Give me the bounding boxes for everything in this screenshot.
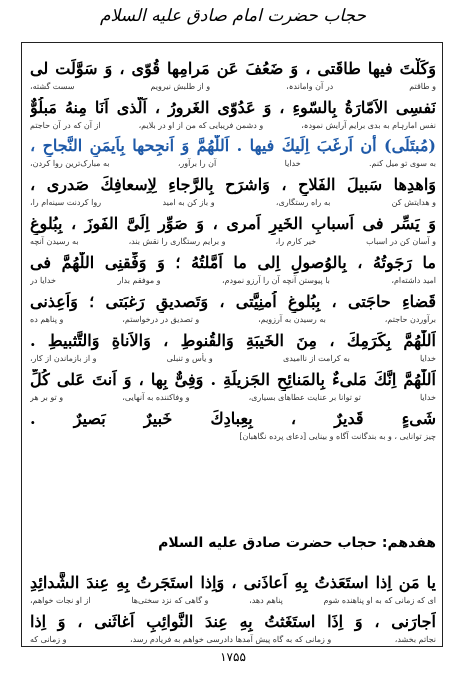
arabic-line: نَفسِى الاَمّارَةُ بِالسّوءِ ، وَ عَدُوّى الغَرورُ ، اَلَّذى اَنَا مِنهُ مَبلُوٌّ [30,98,436,117]
translation-line [30,392,436,404]
translation-phrase: و وفاکننده به آنهایی، [122,393,190,402]
translation-phrase: از آن که در آن حاجتم [30,121,101,130]
translation-phrase: و تو بر هر [30,393,64,402]
page-title: حجاب حضرت امام صادق علیه السلام [100,6,366,26]
arabic-line: وَكَلْتَ فيها طاقَتى ، وَ ضَعُفَ عَن مَرامِها قُوّى ، وَ سَوَّلَت لى [30,59,436,78]
arabic-line: اَجارَنى ، وَ اِذَا استَغَثتُ بِهِ عِندَ النَّوائِبِ اَغاثَنى ، وَ اِذا [30,612,436,631]
translation-phrase: در آن واماندہ، [286,82,334,91]
translation-phrase: سست گشته، [30,82,75,91]
translation-phrase: با پیوستن آنچه آن را آرزو نمودم، [222,276,330,285]
translation-line [30,353,436,365]
translation-phrase: و طاقتم [409,82,436,91]
translation-phrase: خدایا [419,393,436,402]
arabic-line: اَللّٰهُمَّ بِكَرَمِكَ ، مِنَ الخَيبَةِ وَالقُنوطِ ، وَالاَناةِ وَالتَّثبيطِ . [30,331,436,350]
arabic-line: اَللّٰهُمَّ اِنَّكَ مَلىءٌ بِالمَنائِحِ الجَزيلَةِ . وَفِىٌّ بِها ، وَ اَنتَ عَلى كُلِّ [30,370,436,389]
translation-line [30,595,436,607]
translation-phrase: از او نجات خواهم، [30,596,91,605]
translation-line [30,634,436,646]
translation-phrase: آن را برآور، [177,159,217,168]
translation-phrase: و باز کن به امید [162,198,215,207]
translation-phrase: و از طلبش نیرویم [150,82,211,91]
translation-phrase: خدایا [284,159,301,168]
translation-phrase: به مبارک‌ترین روا کردن، [30,159,110,168]
translation-phrase: و یأس و تنبلی [166,354,213,363]
translation-line [30,236,436,248]
translation-line [30,275,436,287]
arabic-line: قَضاءِ حاجَتى ، بِبُلوغِ اُمنِيَّتى ، وَتَصديقِ رَغبَتى ؛ وَاَعِذنى [30,292,436,311]
arabic-line: وَاهدِها سَبيلَ الفَلاحِ ، وَاشرَح بِالرَّجاءِ لِاِسعافِكَ صَدرى ، [30,175,436,194]
translation-phrase: و آسان کن در اسباب [366,237,436,246]
translation-line [30,314,436,326]
translation-phrase: روا کردنت سینه‌ام را، [30,198,102,207]
arabic-line: يا مَن اِذا استَعَذتُ بِهِ اَعاذَنى ، وَاِذا استَجَرتُ بِهِ عِندَ الشَّدائِدِ [30,573,436,592]
translation-line [30,158,436,170]
translation-phrase: تو توانا بر عنایت عطاهای بسیاری، [248,393,361,402]
translation-phrase: و از بازماندن از کار، [30,354,97,363]
translation-phrase: نفس امارہام به بدی برایم آرایش نمودہ، [301,121,436,130]
translation-phrase: خدایا در [30,276,56,285]
translation-phrase: و برایم رستگاری را نقش بند، [128,237,226,246]
translation-phrase: نجاتم بخشد، [394,635,436,644]
arabic-line: (مُبتَلَى) أن اَرغَبَ اِلَيكَ فيها . اَللّٰهُمَّ وَ اَنجِحها بِاَيمَنِ النَّجاحِ ، [30,136,436,155]
translation-phrase: و هدایتش کن [391,198,436,207]
translation-phrase: و موفقم بدار [117,276,161,285]
translation-phrase: چیز توانایی ، و به بندگانت آگاه و بینایی [دعای پرده نگاهبان] [239,432,436,441]
translation-line [30,120,436,132]
translation-phrase: خیر کارم را، [275,237,317,246]
arabic-line: شَىءٍ قَديرٌ ، بِعِبادِكَ خَبيرٌ بَصيرٌ . [30,409,436,428]
translation-phrase: خدایا [419,354,436,363]
page-number: ۱۷۵۵ [220,650,246,664]
translation-phrase: و زمانی که [30,635,67,644]
arabic-line: وَ يَسِّر فى اَسبابِ الخَيرِ اَمرى ، وَ صَوِّر اِلَىَّ الفَوزَ ، بِبُلوغِ [30,214,436,233]
translation-line [30,81,436,93]
translation-phrase: به سوی تو میل کنم. [369,159,436,168]
translation-phrase: برآوردن حاجتم، [384,315,436,324]
translation-phrase: پناهم دهد، [249,596,283,605]
translation-phrase: و زمانی که به گاه پیش آمدها دادرسی خواهم به فریادم رسد، [130,635,332,644]
translation-phrase: به رسیدن به آرزویم، [258,315,326,324]
translation-phrase: و دشمن فریبایی که من از او در بلایم، [138,121,264,130]
translation-phrase: و پناهم ده [30,315,64,324]
translation-phrase: ای که زمانی که به او پناهنده شوم [323,596,436,605]
translation-phrase: و تصدیق در درخواستم، [122,315,200,324]
translation-phrase: و گاهی که نزد سختی‌ها [131,596,209,605]
translation-phrase: به رسیدن آنچه [30,237,79,246]
translation-line [30,431,436,443]
translation-phrase: به راه رستگاری، [275,198,331,207]
translation-line [30,197,436,209]
section-heading: هفدهم: حجاب حضرت صادق علیه السلام [158,535,436,551]
arabic-line: ما رَجَوتُهُ ، بِالوُصولِ اِلى ما اَمَّلتُهُ ؛ وَ وَفِّقنِى اللّٰهُمَّ فى [30,253,436,272]
translation-phrase: امید داشته‌ام، [391,276,436,285]
translation-phrase: به کرامت از ناامیدی [282,354,350,363]
